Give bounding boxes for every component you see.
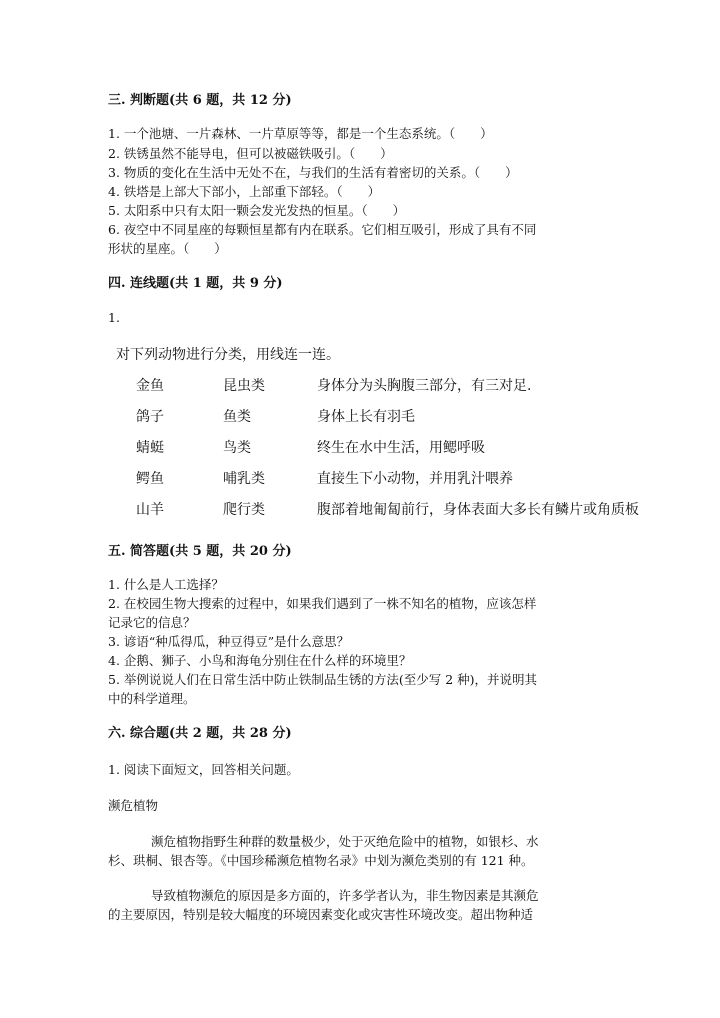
section3-line-6: 6. 夜空中不同星座的每颗恒星都有内在联系。它们相互吸引，形成了具有不同 — [108, 222, 537, 237]
animal-2: 鸽子 — [136, 409, 164, 425]
feature-2: 身体上长有羽毛 — [317, 409, 415, 425]
section5-line-5: 4. 企鹅、狮子、小鸟和海龟分别住在什么样的环境里？ — [108, 653, 412, 668]
category-2: 鱼类 — [223, 409, 251, 425]
section5-heading: 五. 简答题(共 5 题，共 20 分) — [108, 544, 292, 559]
article-title: 濒危植物 — [108, 798, 159, 813]
section5-line-2: 2. 在校园生物大搜索的过程中，如果我们遇到了一株不知名的植物，应该怎样 — [108, 596, 537, 611]
section3-line-5: 5. 太阳系中只有太阳一颗会发光发热的恒星。（ ） — [108, 203, 406, 218]
animal-5: 山羊 — [136, 502, 164, 518]
section3-line-1: 1. 一个池塘、一片森林、一片草原等等，都是一个生态系统。（ ） — [108, 126, 493, 141]
section3-line-4: 4. 铁塔是上部大下部小，上部重下部轻。（ ） — [108, 184, 381, 199]
article-para1-line-2: 杉、珙桐、银杏等。《中国珍稀濒危植物名录》中划为濒危类别的有 121 种。 — [108, 853, 534, 868]
category-3: 鸟类 — [223, 440, 251, 456]
section5-line-3: 记录它的信息？ — [108, 615, 196, 630]
section4-instruction: 对下列动物进行分类，用线连一连。 — [116, 347, 340, 363]
section3-line-2: 2. 铁锈虽然不能导电，但可以被磁铁吸引。（ ） — [108, 146, 393, 161]
category-5: 爬行类 — [223, 502, 265, 518]
section6-question-1: 1. 阅读下面短文，回答相关问题。 — [108, 762, 299, 777]
section3-line-3: 3. 物质的变化在生活中无处不在，与我们的生活有着密切的关系。（ ） — [108, 165, 518, 180]
section5-line-7: 中的科学道理。 — [108, 691, 196, 706]
feature-4: 直接生下小动物，并用乳汁喂养 — [317, 471, 513, 487]
animal-3: 蜻蜓 — [136, 440, 164, 456]
section5-line-4: 3. 谚语“种瓜得瓜，种豆得豆”是什么意思？ — [108, 634, 350, 649]
article-para2-line-2: 的主要原因，特别是较大幅度的环境因素变化或灾害性环境改变。超出物种适 — [108, 907, 534, 922]
article-para2-line-1: 导致植物濒危的原因是多方面的，许多学者认为，非生物因素是其濒危 — [151, 888, 539, 903]
feature-3: 终生在水中生活，用鳃呼吸 — [317, 440, 485, 456]
section4-heading: 四. 连线题(共 1 题，共 9 分) — [108, 276, 283, 291]
animal-1: 金鱼 — [136, 378, 164, 394]
category-1: 昆虫类 — [223, 378, 265, 394]
article-para1-line-1: 濒危植物指野生种群的数量极少，处于灭绝危险中的植物，如银杉、水 — [151, 834, 539, 849]
animal-4: 鳄鱼 — [136, 471, 164, 487]
section5-line-6: 5. 举例说说人们在日常生活中防止铁制品生锈的方法(至少写 2 种)，并说明其 — [108, 672, 538, 687]
category-4: 哺乳类 — [223, 471, 265, 487]
section4-question-number: 1. — [108, 310, 120, 325]
feature-5: 腹部着地匍匐前行，身体表面大多长有鳞片或角质板 — [317, 502, 639, 518]
section6-heading: 六. 综合题(共 2 题，共 28 分) — [108, 726, 292, 741]
feature-1: 身体分为头胸腹三部分，有三对足. — [317, 378, 532, 394]
section3-heading: 三. 判断题(共 6 题，共 12 分) — [108, 93, 292, 108]
section3-line-7: 形状的星座。（ ） — [108, 241, 227, 256]
section5-line-1: 1. 什么是人工选择？ — [108, 577, 224, 592]
